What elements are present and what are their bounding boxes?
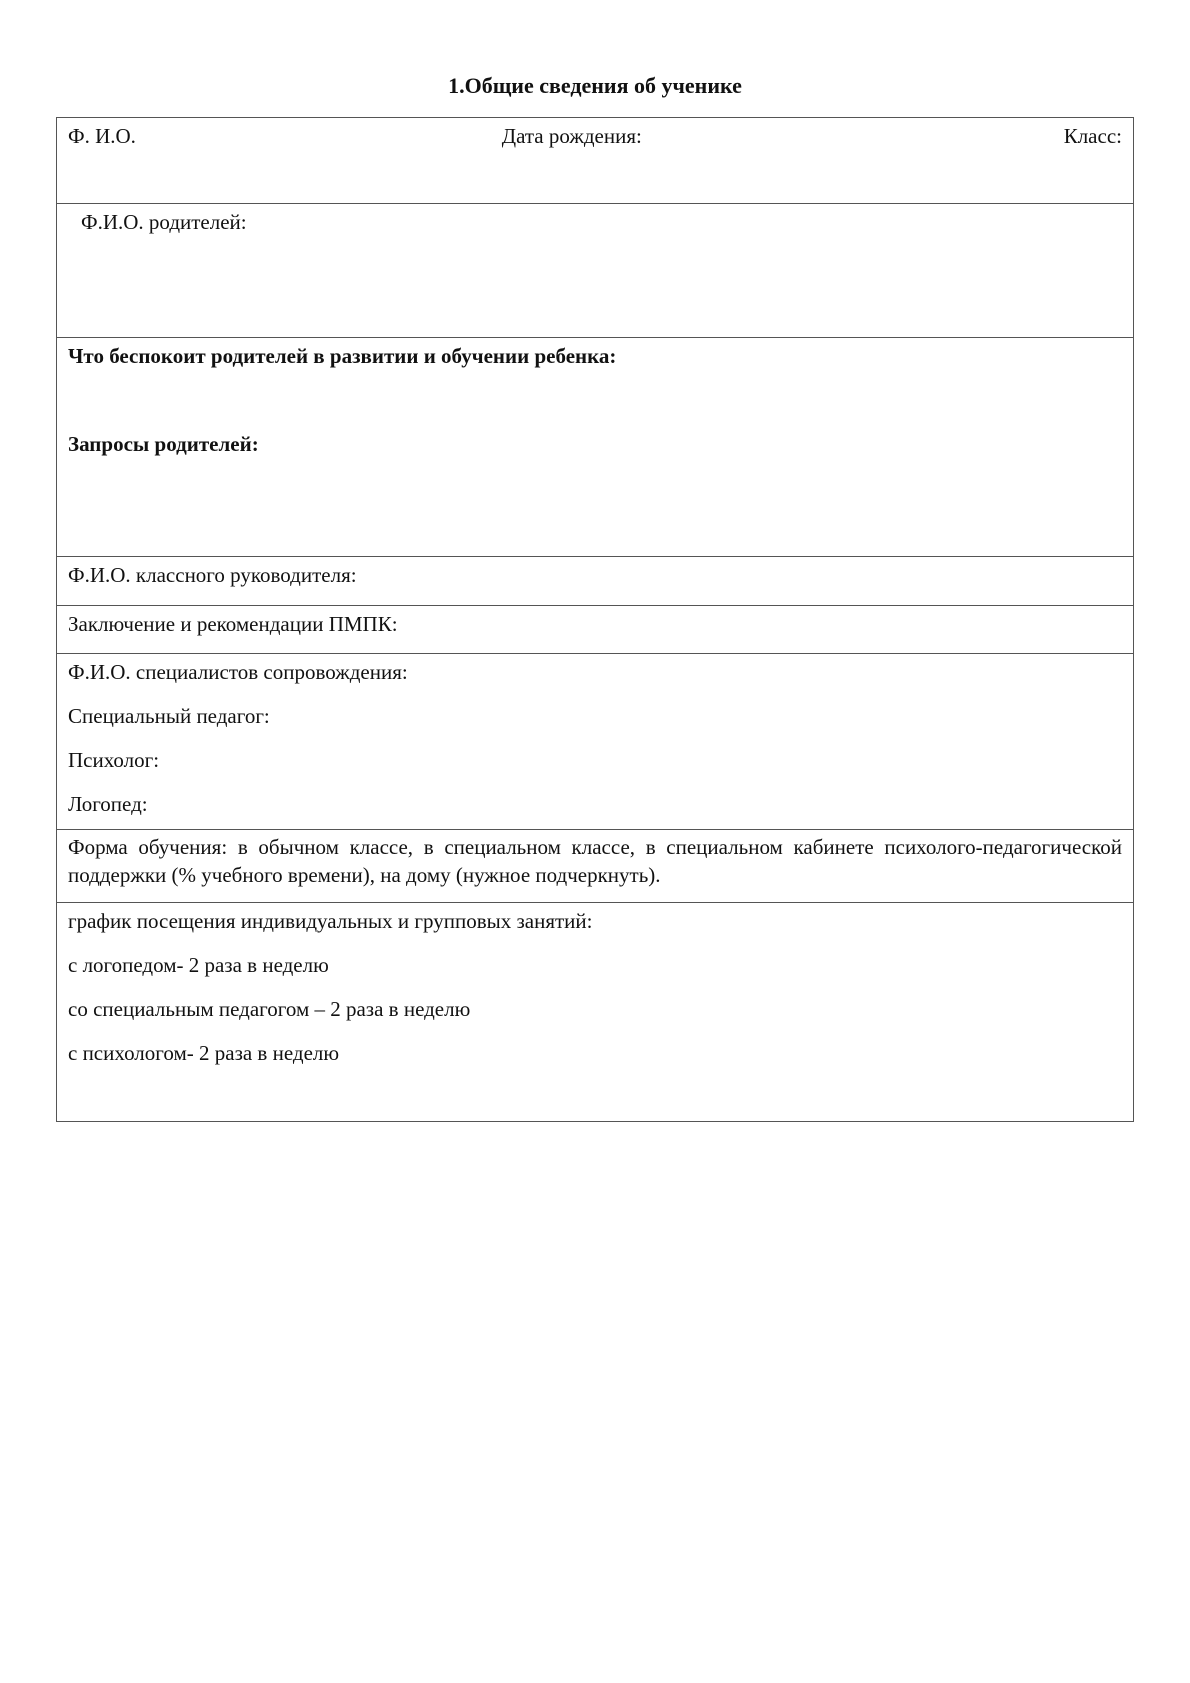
row-student-basic — [57, 118, 1134, 204]
education-form-cell[interactable] — [57, 830, 1134, 903]
page-title: 1.Общие сведения об ученике — [448, 73, 742, 98]
schedule-item-special-teacher: со специальным педагогом – 2 раза в неделю — [68, 997, 471, 1021]
class-label: Класс: — [1063, 124, 1122, 148]
pmpk-conclusion-label: Заключение и рекомендации ПМПК: — [68, 612, 398, 636]
student-name-label: Ф. И.О. — [68, 124, 136, 148]
row-education-form — [57, 830, 1134, 903]
education-form-text: Форма обучения: в обычном классе, в специальном классе, в специальном кабинете психолого-педагогической поддержки (% учебного времени), на дому (нужное подчеркнуть). — [68, 835, 1122, 887]
pmpk-cell[interactable] — [57, 606, 1134, 654]
schedule-item-speech-therapist: с логопедом- 2 раза в неделю — [68, 953, 329, 977]
schedule-item-psychologist: с психологом- 2 раза в неделю — [68, 1041, 340, 1065]
specialist-special-teacher-label: Специальный педагог: — [68, 704, 270, 728]
class-teacher-label: Ф.И.О. классного руководителя: — [68, 563, 357, 587]
specialists-cell[interactable] — [57, 654, 1134, 830]
parents-name-label: Ф.И.О. родителей: — [81, 210, 247, 234]
row-parents-name — [57, 204, 1134, 338]
row-class-teacher — [57, 557, 1134, 606]
birth-date-label: Дата рождения: — [501, 124, 642, 148]
student-info-table — [56, 117, 1134, 1122]
schedule-cell[interactable] — [57, 903, 1134, 1122]
row-specialists — [57, 654, 1134, 830]
schedule-header: график посещения индивидуальных и групповых занятий: — [68, 909, 593, 933]
class-teacher-cell[interactable] — [57, 557, 1134, 606]
specialists-header: Ф.И.О. специалистов сопровождения: — [68, 660, 408, 684]
student-basic-line — [68, 118, 1122, 150]
parents-concerns-label: Что беспокоит родителей в развитии и обучении ребенка: — [68, 344, 617, 368]
row-schedule — [57, 903, 1134, 1122]
parents-requests-label: Запросы родителей: — [68, 432, 259, 456]
parents-name-cell[interactable] — [57, 204, 1134, 338]
student-basic-cell[interactable] — [57, 118, 1134, 204]
specialist-psychologist-label: Психолог: — [68, 748, 160, 772]
specialist-speech-therapist-label: Логопед: — [68, 792, 148, 816]
row-pmpk — [57, 606, 1134, 654]
parents-concerns-cell[interactable] — [57, 338, 1134, 557]
row-parents-concerns — [57, 338, 1134, 557]
